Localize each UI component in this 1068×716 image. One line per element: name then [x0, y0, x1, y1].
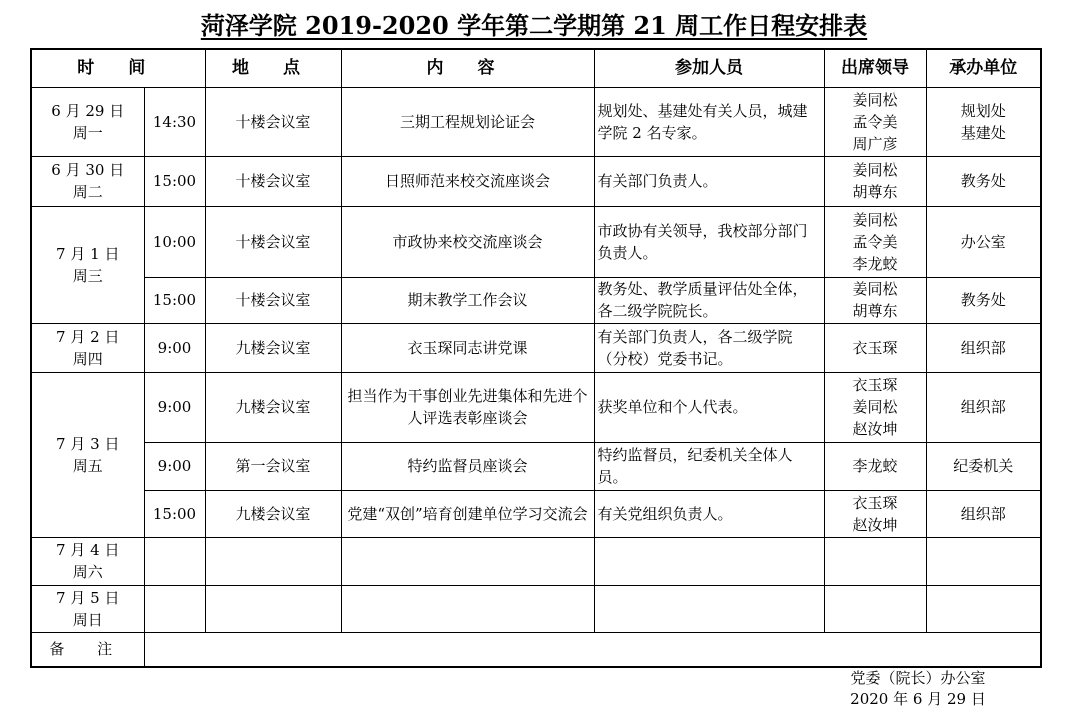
page-title: 菏泽学院 2019-2020 学年第二学期第 21 周工作日程安排表 [200, 11, 868, 40]
time-cell: 15:00 [144, 156, 205, 206]
table-row [31, 585, 1041, 632]
leaders-cell: 衣玉琛 姜同松 赵汝坤 [824, 372, 926, 442]
attendees-cell: 有关部门负责人。 [594, 156, 824, 206]
table-row [31, 206, 1041, 277]
leaders-cell: 姜同松 胡尊东 [824, 277, 926, 323]
place-cell: 九楼会议室 [205, 372, 341, 442]
content-cell [341, 585, 594, 632]
table-row [31, 87, 1041, 156]
time-cell: 14:30 [144, 87, 205, 156]
organizer-cell: 组织部 [926, 372, 1041, 442]
leaders-cell: 姜同松 孟令美 周广彦 [824, 87, 926, 156]
time-cell [144, 585, 205, 632]
attendees-cell: 市政协有关领导，我校部分部门负责人。 [594, 206, 824, 277]
header-place: 地 点 [205, 49, 341, 87]
header-attendees: 参加人员 [594, 49, 824, 87]
organizer-cell: 教务处 [926, 277, 1041, 323]
attendees-cell: 获奖单位和个人代表。 [594, 372, 824, 442]
header-leaders: 出席领导 [824, 49, 926, 87]
day-cell: 7 月 2 日 周四 [31, 323, 144, 372]
remarks-row [31, 632, 1041, 667]
content-cell: 日照师范来校交流座谈会 [341, 156, 594, 206]
attendees-cell: 有关部门负责人，各二级学院（分校）党委书记。 [594, 323, 824, 372]
attendees-cell: 有关党组织负责人。 [594, 490, 824, 537]
attendees-cell: 规划处、基建处有关人员，城建学院 2 名专家。 [594, 87, 824, 156]
content-cell: 衣玉琛同志讲党课 [341, 323, 594, 372]
day-cell: 7 月 3 日 周五 [31, 372, 144, 537]
leaders-cell: 李龙蛟 [824, 442, 926, 490]
table-row [31, 442, 1041, 490]
header-content: 内 容 [341, 49, 594, 87]
leaders-cell: 姜同松 胡尊东 [824, 156, 926, 206]
table-row [31, 323, 1041, 372]
place-cell: 十楼会议室 [205, 87, 341, 156]
time-cell: 15:00 [144, 490, 205, 537]
place-cell: 九楼会议室 [205, 323, 341, 372]
table-row [31, 372, 1041, 442]
time-cell: 9:00 [144, 442, 205, 490]
content-cell: 特约监督员座谈会 [341, 442, 594, 490]
organizer-cell: 规划处 基建处 [926, 87, 1041, 156]
table-row [31, 277, 1041, 323]
leaders-cell: 姜同松 孟令美 李龙蛟 [824, 206, 926, 277]
attendees-cell [594, 585, 824, 632]
leaders-cell: 衣玉琛 [824, 323, 926, 372]
organizer-cell: 组织部 [926, 490, 1041, 537]
remarks-value [144, 632, 1041, 667]
organizer-cell: 教务处 [926, 156, 1041, 206]
header-time: 时 间 [31, 49, 205, 87]
table-row [31, 537, 1041, 585]
leaders-cell: 衣玉琛 赵汝坤 [824, 490, 926, 537]
organizer-cell [926, 585, 1041, 632]
content-cell: 市政协来校交流座谈会 [341, 206, 594, 277]
attendees-cell [594, 537, 824, 585]
day-cell: 6 月 29 日 周一 [31, 87, 144, 156]
content-cell: 三期工程规划论证会 [341, 87, 594, 156]
time-cell: 9:00 [144, 323, 205, 372]
place-cell: 第一会议室 [205, 442, 341, 490]
table-row [31, 156, 1041, 206]
organizer-cell: 纪委机关 [926, 442, 1041, 490]
day-cell: 6 月 30 日 周二 [31, 156, 144, 206]
organizer-cell [926, 537, 1041, 585]
content-cell: 期末教学工作会议 [341, 277, 594, 323]
organizer-cell: 办公室 [926, 206, 1041, 277]
place-cell: 九楼会议室 [205, 490, 341, 537]
content-cell: 党建“双创”培育创建单位学习交流会 [341, 490, 594, 537]
day-cell: 7 月 1 日 周三 [31, 206, 144, 323]
leaders-cell [824, 585, 926, 632]
place-cell [205, 585, 341, 632]
place-cell: 十楼会议室 [205, 277, 341, 323]
header-organizer: 承办单位 [926, 49, 1041, 87]
organizer-cell: 组织部 [926, 323, 1041, 372]
schedule-table [30, 48, 1042, 668]
footer-office: 党委（院长）办公室 [850, 669, 986, 687]
place-cell: 十楼会议室 [205, 206, 341, 277]
content-cell [341, 537, 594, 585]
place-cell: 十楼会议室 [205, 156, 341, 206]
attendees-cell: 教务处、教学质量评估处全体，各二级学院院长。 [594, 277, 824, 323]
attendees-cell: 特约监督员，纪委机关全体人员。 [594, 442, 824, 490]
day-cell: 7 月 4 日 周六 [31, 537, 144, 585]
header-row [31, 49, 1041, 87]
footer [800, 668, 1036, 710]
footer-date: 2020 年 6 月 29 日 [850, 690, 986, 708]
time-cell: 15:00 [144, 277, 205, 323]
table-row [31, 490, 1041, 537]
time-cell [144, 537, 205, 585]
content-cell: 担当作为干事创业先进集体和先进个人评选表彰座谈会 [341, 372, 594, 442]
leaders-cell [824, 537, 926, 585]
day-cell: 7 月 5 日 周日 [31, 585, 144, 632]
time-cell: 10:00 [144, 206, 205, 277]
remarks-label: 备 注 [31, 632, 144, 667]
place-cell [205, 537, 341, 585]
time-cell: 9:00 [144, 372, 205, 442]
